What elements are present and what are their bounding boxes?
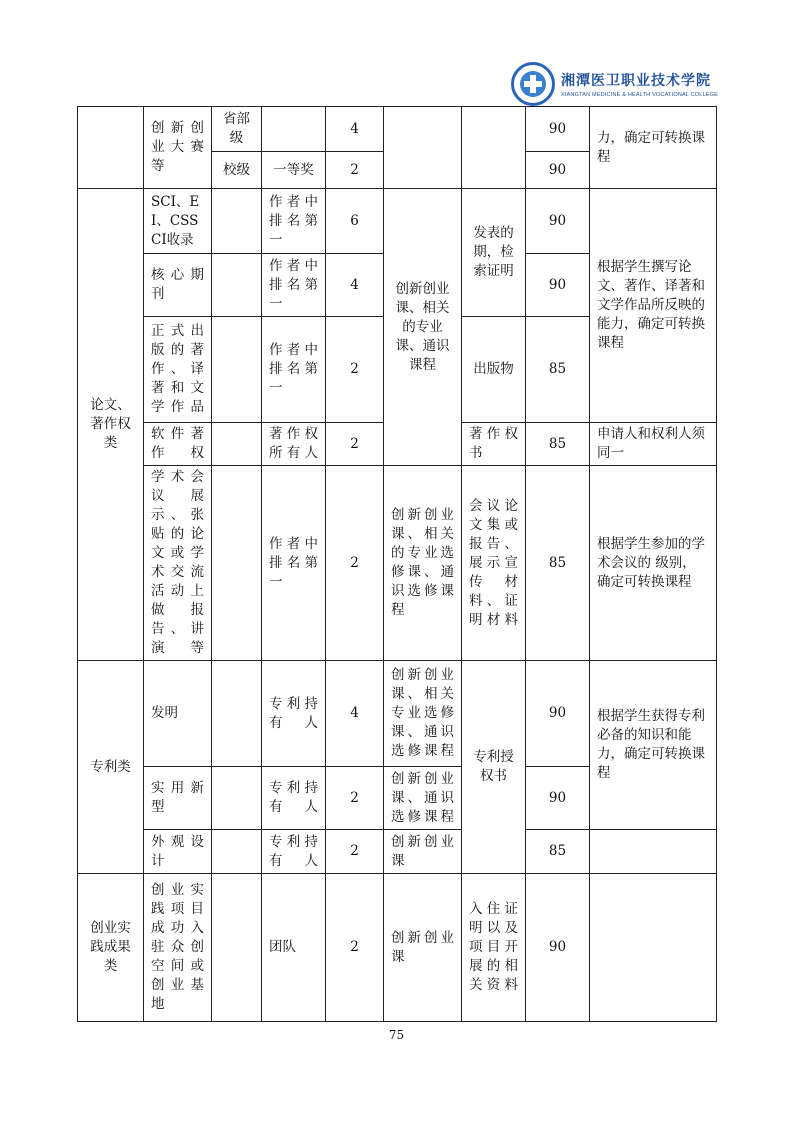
college-name-cn: 湘潭医卫职业技术学院	[561, 73, 711, 89]
cell-course	[384, 107, 462, 189]
cell-course: 创新创业课、相关专业选修课、通识选修课程	[384, 661, 462, 767]
cell-credit: 4	[326, 107, 384, 152]
cell-proof: 入住证明以及项目开展的相关资料	[462, 874, 526, 1022]
cell-role: 专利持有人	[262, 767, 326, 830]
cell-note: 申请人和权利人须同一	[590, 423, 717, 466]
cell-role: 作者中排名第一	[262, 254, 326, 317]
cell-note: 根据学生参加的学术会议的 级别，确定可转换课程	[590, 466, 717, 661]
cell-course: 创新创业课、相关的专业课、通识课程	[384, 189, 462, 466]
cell-role: 作者中排名第一	[262, 466, 326, 661]
college-emblem-icon	[511, 62, 555, 106]
cell-credit: 4	[326, 661, 384, 767]
cell-note: 根据学生撰写论文、著作、译著和文学作品所反映的能力，确定可转换课程	[590, 189, 717, 423]
cell-award	[262, 107, 326, 152]
cell-credit: 2	[326, 874, 384, 1022]
table-row	[78, 661, 717, 767]
table-row	[78, 107, 717, 152]
table-row	[78, 189, 717, 254]
cell-proof: 专利授权书	[462, 661, 526, 874]
cell-category	[78, 107, 144, 189]
cell-credit: 2	[326, 830, 384, 874]
cell-credit: 2	[326, 152, 384, 189]
cell-item: SCI、EI、CSSCI收录	[144, 189, 212, 254]
cell-level: 校级	[212, 152, 262, 189]
cell-award: 一等奖	[262, 152, 326, 189]
cell-category: 专利类	[78, 661, 144, 874]
cell-proof: 发表的期，检索证明	[462, 189, 526, 317]
college-logo	[511, 62, 718, 106]
table-row	[78, 874, 717, 1022]
cell-role: 专利持有人	[262, 661, 326, 767]
cell-course: 创新创业课	[384, 874, 462, 1022]
cell-course: 创新创业课	[384, 830, 462, 874]
cell-proof	[462, 107, 526, 189]
cell-category: 论文、著作权类	[78, 189, 144, 661]
cell-proof: 著作权书	[462, 423, 526, 466]
cell-level	[212, 830, 262, 874]
cell-note: 根据学生获得专利必备的知识和能力，确定可转换课程	[590, 661, 717, 830]
cell-item: 核心期刊	[144, 254, 212, 317]
college-name-en: XIANGTAN MEDICINE & HEALTH VOCATIONAL COLLEGE	[561, 92, 719, 98]
cell-course: 创新创业课、通识选修课程	[384, 767, 462, 830]
cell-score: 85	[526, 423, 590, 466]
cell-item: 外观设计	[144, 830, 212, 874]
cell-note	[590, 830, 717, 874]
cell-level: 省部级	[212, 107, 262, 152]
cell-level	[212, 423, 262, 466]
cell-score: 90	[526, 152, 590, 189]
cell-level	[212, 661, 262, 767]
cell-credit: 2	[326, 466, 384, 661]
cell-note: 力，确定可转换课程	[590, 107, 717, 189]
cell-role: 作者中排名第一	[262, 189, 326, 254]
cell-score: 90	[526, 189, 590, 254]
cell-level	[212, 767, 262, 830]
cell-credit: 2	[326, 767, 384, 830]
cell-item: 软件著作权	[144, 423, 212, 466]
cell-score: 90	[526, 254, 590, 317]
cell-item: 创业实践项目成功入驻众创空间或创业基地	[144, 874, 212, 1022]
cell-level	[212, 254, 262, 317]
table-row	[78, 466, 717, 661]
cell-item: 学术会议展示、张贴的论文或学术交流活动上做报告、讲演等	[144, 466, 212, 661]
college-name	[561, 70, 718, 98]
cell-score: 90	[526, 767, 590, 830]
page-number: 75	[388, 1028, 405, 1042]
cell-note	[590, 874, 717, 1022]
cell-score: 85	[526, 317, 590, 423]
cell-item: 创新创业大赛等	[144, 107, 212, 189]
cell-role: 专利持有人	[262, 830, 326, 874]
cell-score: 90	[526, 874, 590, 1022]
cell-item: 发明	[144, 661, 212, 767]
cell-level	[212, 466, 262, 661]
cell-role: 著作权所有人	[262, 423, 326, 466]
table-row	[78, 830, 717, 874]
cell-score: 90	[526, 107, 590, 152]
cell-item: 正式出版的著作、译著和文学作品	[144, 317, 212, 423]
cell-credit: 2	[326, 317, 384, 423]
cell-category: 创业实践成果类	[78, 874, 144, 1022]
credit-conversion-table	[77, 106, 717, 1022]
cell-credit: 4	[326, 254, 384, 317]
cell-level	[212, 189, 262, 254]
cell-role: 作者中排名第一	[262, 317, 326, 423]
cell-credit: 2	[326, 423, 384, 466]
cell-proof: 会议论文集或报告、展示宣传材料、证明材料	[462, 466, 526, 661]
cell-score: 85	[526, 466, 590, 661]
cell-level	[212, 874, 262, 1022]
cell-item: 实用新型	[144, 767, 212, 830]
cell-level	[212, 317, 262, 423]
cell-score: 85	[526, 830, 590, 874]
cell-role: 团队	[262, 874, 326, 1022]
cell-score: 90	[526, 661, 590, 767]
cell-proof: 出版物	[462, 317, 526, 423]
cell-course: 创新创业课、相关的专业选修课、通识选修课程	[384, 466, 462, 661]
cell-credit: 6	[326, 189, 384, 254]
